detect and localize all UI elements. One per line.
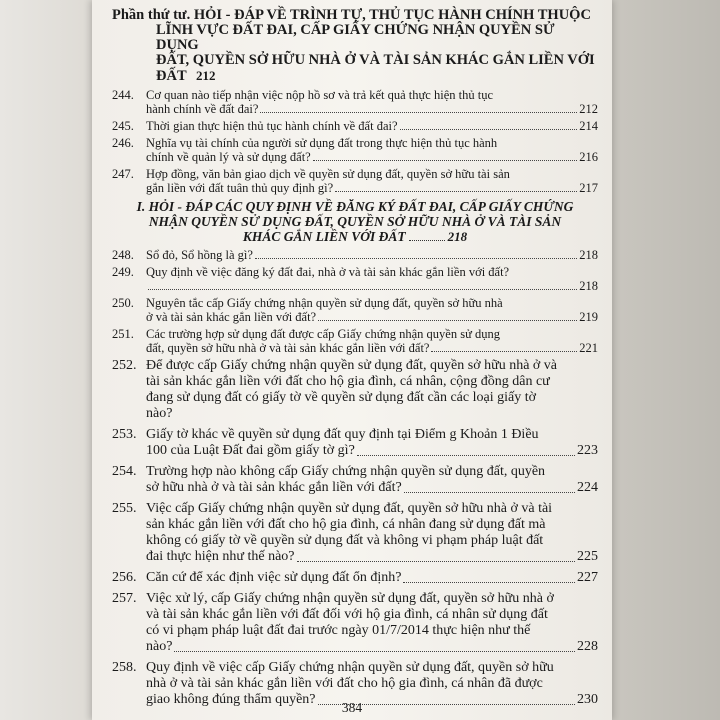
entry-line: Giấy tờ khác về quyền sử dụng đất quy định tại Điểm g Khoản 1 Điều <box>146 427 539 442</box>
entry-text <box>146 136 598 164</box>
section-heading-line-2: NHẬN QUYỀN SỬ DỤNG ĐẤT, QUYỀN SỞ HỮU NHÀ Ở VÀ TÀI SẢN <box>148 214 562 229</box>
toc-entry <box>112 296 598 324</box>
page-number: 219 <box>579 310 598 324</box>
entry-last-line <box>146 279 598 293</box>
entry-line: có vi phạm pháp luật đất đai trước ngày 01/7/2014 thực hiện như thế <box>146 623 531 638</box>
entry-line: và tài sản khác gắn liền với đất đối với hộ gia đình, cá nhân sử dụng đất <box>146 607 548 622</box>
entry-text <box>146 427 598 459</box>
dot-leader <box>260 112 577 113</box>
part-heading-line-3: ĐẤT, QUYỀN SỞ HỮU NHÀ Ở VÀ TÀI SẢN KHÁC GẮN LIỀN VỚI <box>156 52 595 68</box>
left-page-edge <box>0 0 92 720</box>
entry-line: Việc xử lý, cấp Giấy chứng nhận quyền sử dụng đất, quyền sở hữu nhà ở <box>146 591 554 606</box>
entry-last-line <box>146 310 598 324</box>
entry-last-line <box>146 150 598 164</box>
dot-leader <box>174 651 575 652</box>
part-heading-last-row <box>112 68 598 84</box>
entry-text <box>146 167 598 195</box>
entry-line: Sổ đỏ, Sổ hồng là gì? <box>146 248 253 262</box>
dot-leader <box>403 582 575 583</box>
entry-number: 250. <box>112 296 134 310</box>
entry-line: ở và tài sản khác gắn liền với đất? <box>146 310 317 324</box>
right-page-edge <box>612 0 720 720</box>
section-heading-line-1: I. HỎI - ĐÁP CÁC QUY ĐỊNH VỀ ĐĂNG KÝ ĐẤT ĐAI, CẤP GIẤY CHỨNG <box>136 199 574 214</box>
entry-number: 258. <box>112 660 137 675</box>
entry-line: Việc cấp Giấy chứng nhận quyền sử dụng đất, quyền sở hữu nhà ở và tài <box>146 501 553 516</box>
page-number: 212 <box>195 68 216 83</box>
entry-number: 246. <box>112 136 134 150</box>
entry-number: 254. <box>112 464 137 479</box>
entry-line: đất, quyền sở hữu nhà ở và tài sản khác gắn liền với đất? <box>146 341 430 355</box>
page-number: 230 <box>577 692 598 707</box>
page-number: 214 <box>579 119 598 133</box>
entry-last-line <box>146 248 598 262</box>
entry-text <box>146 464 598 496</box>
entry-line: không có giấy tờ về quyền sử dụng đất và không vi phạm pháp luật đất <box>146 533 544 548</box>
toc-entry <box>112 570 598 586</box>
page-number: 217 <box>579 181 598 195</box>
dot-leader <box>431 351 577 352</box>
page-number: 218 <box>447 229 468 244</box>
entry-number: 255. <box>112 501 137 516</box>
entry-line: Để được cấp Giấy chứng nhận quyền sử dụng đất, quyền sở hữu nhà ở và <box>146 358 558 373</box>
entry-line: Trường hợp nào không cấp Giấy chứng nhận quyền sử dụng đất, quyền <box>146 464 546 479</box>
dot-leader <box>318 320 577 321</box>
entry-line: Nghĩa vụ tài chính của người sử dụng đất trong thực hiện thủ tục hành <box>146 136 498 150</box>
entry-line: Cơ quan nào tiếp nhận việc nộp hồ sơ và trả kết quả thực hiện thủ tục <box>146 88 493 102</box>
entry-last-line <box>146 181 598 195</box>
entry-last-line <box>146 549 598 565</box>
dot-leader <box>297 561 575 562</box>
toc-entry <box>112 464 598 496</box>
entry-line: giao không đúng thẩm quyền? <box>146 692 316 707</box>
entry-number: 256. <box>112 570 137 585</box>
table-of-contents <box>112 8 598 713</box>
toc-entry <box>112 591 598 655</box>
dot-leader <box>148 289 577 290</box>
entry-number: 251. <box>112 327 134 341</box>
entry-text <box>146 88 598 116</box>
entry-line: nào? <box>146 406 173 421</box>
toc-entry <box>112 501 598 565</box>
entry-last-line <box>146 570 598 586</box>
toc-entry <box>112 167 598 195</box>
page-number: 216 <box>579 150 598 164</box>
entry-last-line <box>146 119 598 133</box>
entry-last-line <box>146 406 598 422</box>
entry-number: 248. <box>112 248 134 262</box>
section-heading <box>112 199 598 244</box>
section-heading-last-row <box>112 229 598 244</box>
entry-text <box>146 248 598 262</box>
entry-text <box>146 119 598 133</box>
entry-last-line <box>146 443 598 459</box>
entry-number: 253. <box>112 427 137 442</box>
entry-line: đai thực hiện như thế nào? <box>146 549 295 564</box>
entry-number: 245. <box>112 119 134 133</box>
entry-number: 257. <box>112 591 137 606</box>
entry-text <box>146 265 598 293</box>
entry-number: 252. <box>112 358 137 373</box>
entry-line: nhà ở và tài sản khác gắn liền với đất cho hộ gia đình, cá nhân đã được <box>146 676 543 691</box>
entry-text <box>146 327 598 355</box>
entry-line: sở hữu nhà ở và tài sản khác gắn liền với đất? <box>146 480 402 495</box>
entry-line: Nguyên tắc cấp Giấy chứng nhận quyền sử dụng đất, quyền sở hữu nhà <box>146 296 503 310</box>
entry-line: Thời gian thực hiện thủ tục hành chính về đất đai? <box>146 119 398 133</box>
page-number: 225 <box>577 549 598 564</box>
page-number: 221 <box>579 341 598 355</box>
entry-text <box>146 296 598 324</box>
entry-last-line <box>146 480 598 496</box>
toc-entry <box>112 427 598 459</box>
page-number: 223 <box>577 443 598 458</box>
section-heading-line-3: KHÁC GẮN LIỀN VỚI ĐẤT <box>242 229 406 244</box>
entry-text <box>146 591 598 655</box>
page-number: 228 <box>577 639 598 654</box>
entry-line: Hợp đồng, văn bản giao dịch về quyền sử dụng đất, quyền sở hữu tài sản <box>146 167 510 181</box>
entry-list-c <box>112 358 598 708</box>
page-number: 212 <box>579 102 598 116</box>
dot-leader <box>313 160 578 161</box>
entry-last-line <box>146 102 598 116</box>
book-page <box>92 0 612 720</box>
entry-line: Căn cứ để xác định việc sử dụng đất ổn định? <box>146 570 402 585</box>
entry-line: Các trường hợp sử dụng đất được cấp Giấy chứng nhận quyền sử dụng <box>146 327 500 341</box>
entry-list-a <box>112 88 598 195</box>
dot-leader <box>404 492 575 493</box>
entry-line: chính về quản lý và sử dụng đất? <box>146 150 311 164</box>
page-number: 218 <box>579 248 598 262</box>
entry-line: sản khác gắn liền với đất cho hộ gia đình, cá nhân đang sử dụng đất mà <box>146 517 546 532</box>
entry-line: gắn liền với đất tuân thủ quy định gì? <box>146 181 334 195</box>
toc-entry <box>112 358 598 422</box>
entry-text <box>146 570 598 586</box>
dot-leader <box>357 455 575 456</box>
entry-number: 247. <box>112 167 134 181</box>
entry-line: Quy định về việc đăng ký đất đai, nhà ở và tài sản khác gắn liền với đất? <box>146 265 510 279</box>
entry-line: 100 của Luật Đất đai gồm giấy tờ gì? <box>146 443 355 458</box>
page-number: 224 <box>577 480 598 495</box>
dot-leader <box>409 240 445 241</box>
toc-entry <box>112 248 598 262</box>
entry-line: đang sử dụng đất có giấy tờ về quyền sử dụng đất cần các loại giấy tờ <box>146 390 536 405</box>
entry-line: tài sản khác gắn liền với đất cho hộ gia đình, cá nhân, cộng đồng dân cư <box>146 374 550 389</box>
part-heading-line-4: ĐẤT <box>156 68 187 84</box>
part-heading-line-1: Phần thứ tư. HỎI - ĐÁP VỀ TRÌNH TỰ, THỦ TỤC HÀNH CHÍNH THUỘC <box>112 7 591 23</box>
dot-leader <box>335 191 577 192</box>
toc-entry <box>112 265 598 293</box>
dot-leader <box>400 129 578 130</box>
page-number: 227 <box>577 570 598 585</box>
entry-line: Quy định về việc cấp Giấy chứng nhận quyền sử dụng đất, quyền sở hữu <box>146 660 554 675</box>
entry-text <box>146 501 598 565</box>
page-number: 218 <box>579 279 598 293</box>
entry-line: nào? <box>146 639 173 654</box>
part-heading-line-2: LĨNH VỰC ĐẤT ĐAI, CẤP GIẤY CHỨNG NHẬN QUYỀN SỬ DỤNG <box>156 22 555 53</box>
entry-last-line <box>146 341 598 355</box>
dot-leader <box>255 258 577 259</box>
entry-line: hành chính về đất đai? <box>146 102 259 116</box>
part-heading <box>112 8 598 84</box>
entry-last-line <box>146 639 598 655</box>
toc-entry <box>112 327 598 355</box>
folio-page-number: 384 <box>341 700 363 715</box>
toc-entry <box>112 88 598 116</box>
entry-text <box>146 358 598 422</box>
entry-number: 249. <box>112 265 134 279</box>
toc-entry <box>112 119 598 133</box>
toc-entry <box>112 136 598 164</box>
entry-list-b <box>112 248 598 355</box>
entry-number: 244. <box>112 88 134 102</box>
